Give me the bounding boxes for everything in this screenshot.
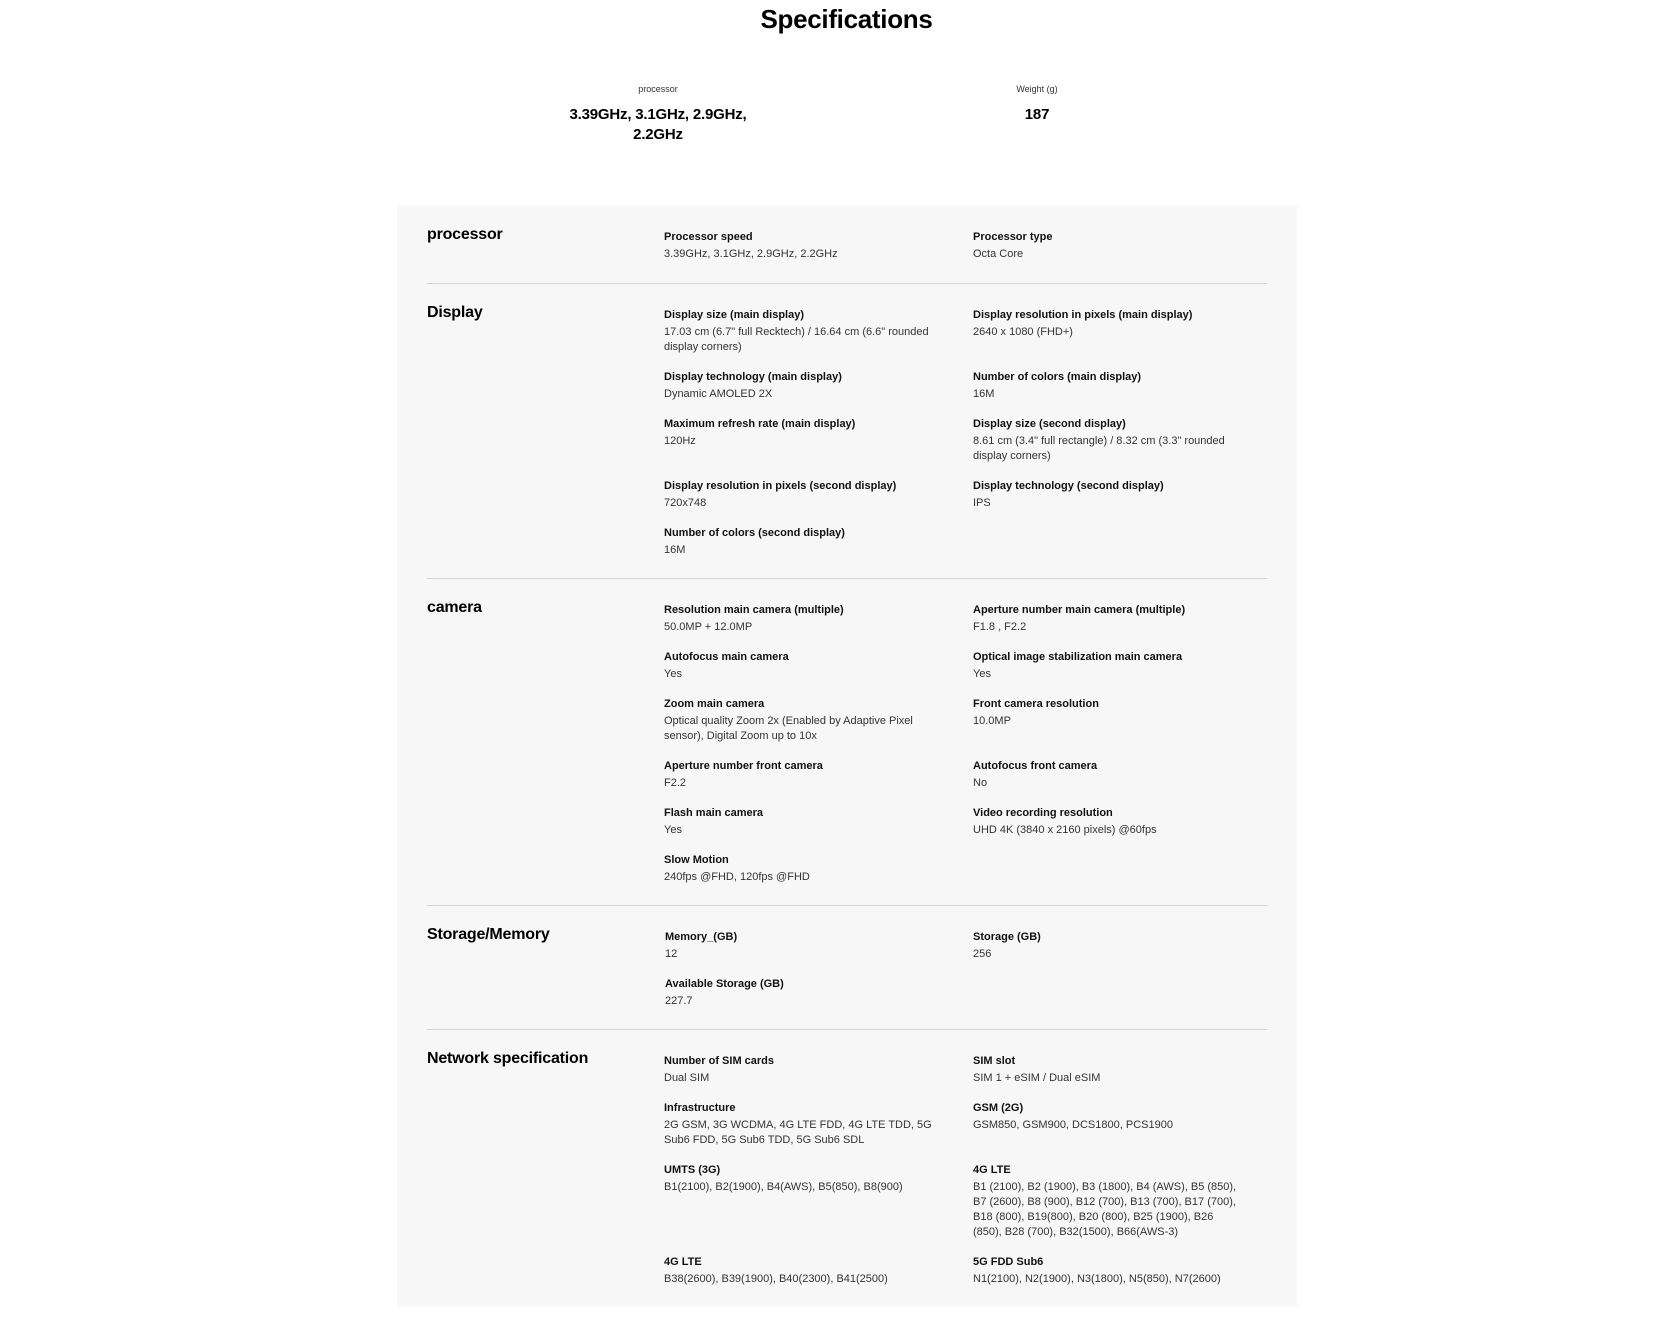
spec-item	[973, 806, 1243, 838]
spec-value: 8.61 cm (3.4" full rectangle) / 8.32 cm (3.3" rounded display corners)	[973, 435, 1225, 462]
spec-item	[664, 417, 934, 449]
spec-value: 2G GSM, 3G WCDMA, 4G LTE FDD, 4G LTE TDD, 5G Sub6 FDD, 5G Sub6 TDD, 5G Sub6 SDL	[664, 1119, 932, 1146]
spec-label: Autofocus front camera	[973, 760, 1098, 772]
spec-label: Display size (second display)	[973, 418, 1126, 430]
spec-label: Autofocus main camera	[664, 651, 789, 663]
spec-label: Zoom main camera	[664, 698, 765, 710]
spec-item	[665, 977, 935, 1009]
spec-value: 12	[665, 948, 678, 960]
spec-label: Display resolution in pixels (main display)	[973, 309, 1193, 321]
section-title: processor	[427, 226, 503, 243]
spec-label: Front camera resolution	[973, 698, 1099, 710]
spec-item	[664, 1054, 934, 1086]
spec-value: Octa Core	[973, 248, 1024, 260]
spec-value: Optical quality Zoom 2x (Enabled by Adaptive Pixel sensor), Digital Zoom up to 10x	[664, 715, 913, 742]
spec-label: Processor type	[973, 231, 1053, 243]
spec-item	[664, 697, 934, 744]
spec-value: 16M	[973, 388, 995, 400]
spec-item	[973, 603, 1243, 635]
spec-item	[664, 853, 934, 885]
section-title: Display	[427, 304, 483, 321]
spec-item	[973, 697, 1243, 729]
page-title: Specifications	[760, 4, 933, 34]
spec-item	[664, 759, 934, 791]
spec-label: Number of SIM cards	[664, 1055, 775, 1067]
spec-value: 50.0MP + 12.0MP	[664, 621, 753, 633]
spec-item	[664, 370, 934, 402]
spec-label: Display technology (second display)	[973, 480, 1164, 492]
highlight-weight	[917, 84, 1157, 125]
section-display	[427, 284, 1267, 579]
spec-label: Maximum refresh rate (main display)	[664, 418, 856, 430]
spec-value: Yes	[973, 668, 991, 680]
highlight-label: processor	[638, 84, 678, 94]
spec-item	[973, 1054, 1243, 1086]
spec-item	[973, 650, 1243, 682]
section-title: camera	[427, 599, 482, 616]
spec-value: 256	[973, 948, 992, 960]
spec-label: Number of colors (main display)	[973, 371, 1142, 383]
spec-label: Storage (GB)	[973, 931, 1041, 943]
spec-value: 2640 x 1080 (FHD+)	[973, 326, 1073, 338]
spec-value: SIM 1 + eSIM / Dual eSIM	[973, 1072, 1101, 1084]
spec-item	[973, 308, 1243, 340]
spec-value: F2.2	[664, 777, 687, 789]
spec-value: N1(2100), N2(1900), N3(1800), N5(850), N7(2600)	[973, 1273, 1221, 1285]
spec-label: Slow Motion	[664, 854, 729, 866]
spec-label: Infrastructure	[664, 1102, 736, 1114]
spec-item	[664, 1101, 934, 1148]
spec-label: Display resolution in pixels (second display)	[664, 480, 897, 492]
section-network	[427, 1030, 1267, 1330]
spec-label: Aperture number front camera	[664, 760, 823, 772]
spec-item	[664, 230, 934, 262]
spec-panel	[397, 206, 1297, 1306]
highlight-value: 3.39GHz, 3.1GHz, 2.9GHz, 2.2GHz	[569, 106, 747, 143]
spec-item	[973, 1163, 1243, 1240]
section-title: Storage/Memory	[427, 926, 550, 943]
spec-value: B1 (2100), B2 (1900), B3 (1800), B4 (AWS), B5 (850), B7 (2600), B8 (900), B12 (700), B13 (700), B17 (700), B18 (800), B19(800), B20 (800), B25 (1900), B26 (850), B28 (700), B32(1500), B66(AWS-3)	[973, 1181, 1237, 1238]
spec-value: Dual SIM	[664, 1072, 710, 1084]
spec-label: 4G LTE	[664, 1256, 702, 1268]
section-storage-memory	[427, 906, 1267, 1030]
spec-label: Memory_(GB)	[665, 931, 738, 943]
spec-value: 3.39GHz, 3.1GHz, 2.9GHz, 2.2GHz	[664, 248, 838, 260]
spec-value: 120Hz	[664, 435, 696, 447]
spec-item	[973, 370, 1243, 402]
spec-label: Display size (main display)	[664, 309, 804, 321]
section-processor	[427, 206, 1267, 284]
spec-item	[973, 759, 1243, 791]
spec-label: SIM slot	[973, 1055, 1016, 1067]
spec-label: Display technology (main display)	[664, 371, 842, 383]
spec-value: 16M	[664, 544, 686, 556]
spec-item	[973, 230, 1243, 262]
spec-value: Yes	[664, 668, 682, 680]
spec-item	[664, 603, 934, 635]
spec-label: Flash main camera	[664, 807, 764, 819]
spec-item	[664, 479, 934, 511]
spec-item	[664, 1163, 934, 1195]
spec-label: 5G FDD Sub6	[973, 1256, 1044, 1268]
spec-label: Processor speed	[664, 231, 753, 243]
spec-value: B38(2600), B39(1900), B40(2300), B41(2500)	[664, 1273, 888, 1285]
spec-label: Available Storage (GB)	[665, 978, 784, 990]
section-title: Network specification	[427, 1050, 589, 1067]
spec-item	[664, 806, 934, 838]
spec-label: Resolution main camera (multiple)	[664, 604, 844, 616]
spec-value: 17.03 cm (6.7" full Recktech) / 16.64 cm (6.6" rounded display corners)	[664, 326, 929, 353]
spec-value: GSM850, GSM900, DCS1800, PCS1900	[973, 1119, 1173, 1131]
section-camera	[427, 579, 1267, 906]
spec-value: 240fps @FHD, 120fps @FHD	[664, 871, 810, 883]
spec-label: 4G LTE	[973, 1164, 1011, 1176]
spec-value: No	[973, 777, 988, 789]
spec-item	[664, 308, 934, 355]
spec-item	[973, 417, 1243, 464]
spec-label: Number of colors (second display)	[664, 527, 845, 539]
spec-highlights	[0, 84, 1653, 164]
spec-value: UHD 4K (3840 x 2160 pixels) @60fps	[973, 824, 1157, 836]
spec-value: 227.7	[665, 995, 693, 1007]
spec-value: 720x748	[664, 497, 707, 509]
spec-item	[973, 930, 1243, 962]
spec-label: Optical image stabilization main camera	[973, 651, 1183, 663]
spec-label: Aperture number main camera (multiple)	[973, 604, 1186, 616]
spec-value: Dynamic AMOLED 2X	[664, 388, 773, 400]
highlight-label: Weight (g)	[1016, 84, 1058, 94]
spec-item	[973, 479, 1243, 511]
spec-item	[665, 930, 935, 962]
highlight-value: 187	[1024, 106, 1050, 123]
spec-item	[664, 1255, 934, 1287]
spec-value: F1.8 , F2.2	[973, 621, 1027, 633]
spec-label: Video recording resolution	[973, 807, 1113, 819]
spec-value: Yes	[664, 824, 682, 836]
spec-item	[973, 1255, 1243, 1287]
spec-item	[664, 650, 934, 682]
spec-item	[664, 526, 934, 558]
spec-value: 10.0MP	[973, 715, 1011, 727]
spec-value: B1(2100), B2(1900), B4(AWS), B5(850), B8(900)	[664, 1181, 903, 1193]
spec-item	[973, 1101, 1243, 1133]
spec-value: IPS	[973, 497, 991, 509]
spec-label: GSM (2G)	[973, 1102, 1024, 1114]
highlight-processor	[538, 84, 778, 145]
spec-label: UMTS (3G)	[664, 1164, 721, 1176]
